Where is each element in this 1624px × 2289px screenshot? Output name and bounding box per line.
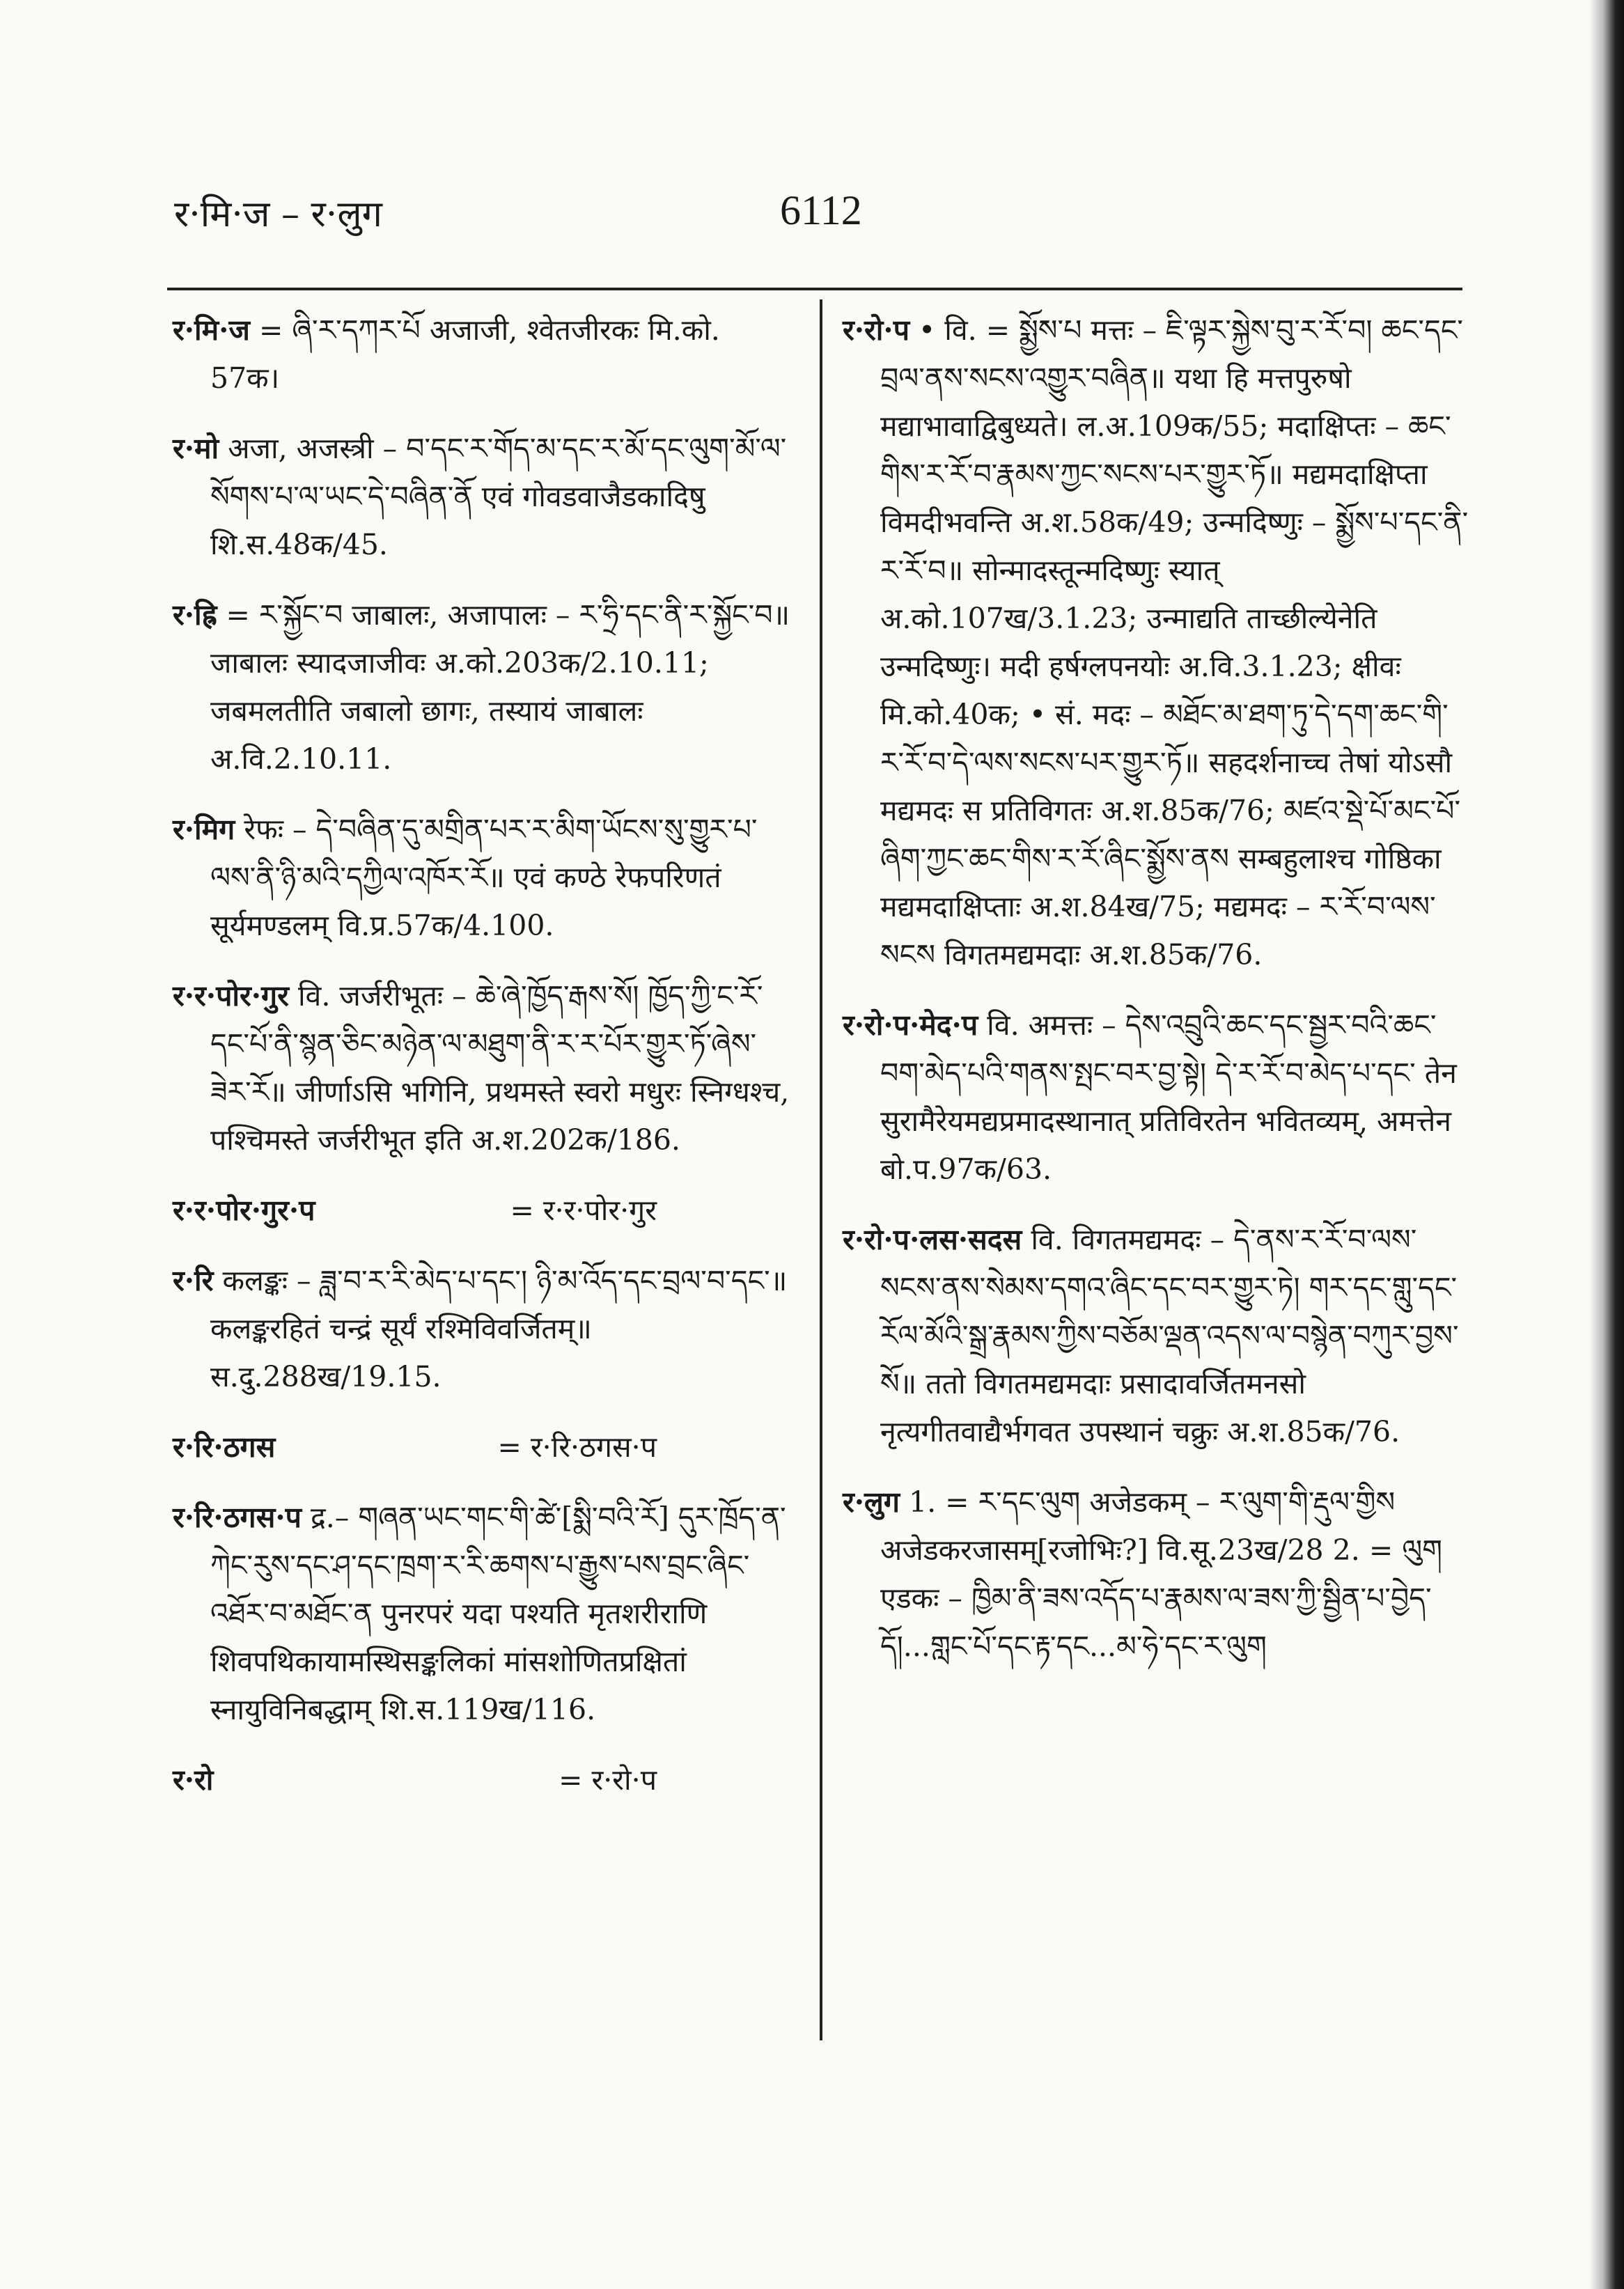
dictionary-entry	[173, 1494, 796, 1734]
headword: र·मि·ज	[173, 313, 250, 347]
headword: र·रि·ठगस	[173, 1430, 276, 1464]
headword: र·मो	[173, 432, 219, 465]
right-column	[843, 306, 1469, 1693]
headword: र·रो	[173, 1763, 214, 1797]
dictionary-entry	[173, 806, 796, 950]
headword: र·रि	[173, 1264, 214, 1297]
dictionary-entry	[173, 972, 796, 1164]
entry-text: रेफः – དེ་བཞིན་དུ་མགྲིན་པར་ར་མིག་ཡོངས་སུ་གྱུར་པ་ལས་ནི་ཉི་མའི་དཀྱིལ་འཁོར་རོ॥ एवं कण्ठे रेफपरिणतं सूर्यमण्डलम् वि.प्र.57क/4.100.	[210, 813, 758, 942]
entry-text: = र·रो·प	[559, 1763, 657, 1797]
cross-reference-entry	[173, 1423, 796, 1471]
headword: र·रो·प·लस·सदस	[843, 1223, 1022, 1256]
headword: र·रो·प·मेद·प	[843, 1008, 978, 1042]
cross-reference-entry	[173, 1187, 796, 1235]
column-divider	[820, 299, 822, 2040]
dictionary-entry	[843, 1478, 1469, 1671]
entry-text: = ཞི་ར་དཀར་པོ अजाजी, श्वेतजीरकः मि.को. 57क।	[210, 313, 720, 395]
entry-text: द्र.– གཞན་ཡང་གང་གི་ཚེ་[སྨི་བའི་རོ] དུར་ཁྲོད་ན་ཀེང་རུས་དང་ཤ་དང་ཁྲག་ར་རི་ཆགས་པ་རྒྱུས་པས་བྲང་ཞིང་འཐོར་བ་མཐོང་ན पुनरपरं यदा पश्यति मृतशरीराणि शिवपथिकायामस्थिसङ्कलिकां मांसशोणितप्रक्षितां स्नायुविनिबद्धाम् शि.स.119ख/116.	[210, 1501, 786, 1726]
dictionary-entry	[843, 1216, 1469, 1456]
entry-text: वि. अमत्तः – དེས་འབྲུའི་ཆང་དང་སྦྱར་བའི་ཆང་བག་མེད་པའི་གནས་སྤང་བར་བྱ་སྟེ། དེ་ར་རོ་བ་མེད་པ་དང་ तेन सुरामैरेयमद्यप्रमादस्थानात् प्रतिविरतेन भवितव्यम्, अमत्तेन बो.प.97क/63.	[880, 1008, 1457, 1186]
headword: र·र·पोर·गुर·प	[173, 1194, 315, 1227]
headword: र·रि·ठगस·प	[173, 1501, 302, 1534]
headword: र·रो·प	[843, 313, 909, 347]
page-number: 6112	[780, 187, 862, 233]
running-header: र·मि·ज – र·लुग	[174, 194, 382, 235]
entry-text: वि. विगतमद्यमदः – དེ་ནས་ར་རོ་བ་ལས་སངས་ནས་སེམས་དགའ་ཞིང་དང་བར་གྱུར་ཏེ། གར་དང་གླུ་དང་རོལ་མོའི་སྒྲ་རྣམས་ཀྱིས་བཅོམ་ལྡན་འདས་ལ་བསྙེན་བཀུར་བྱས་སོ॥ ततो विगतमद्यमदाः प्रसादावर्जितमनसो नृत्यगीतवाद्यैर्भगवत उपस्थानं चक्रुः अ.श.85क/76.	[880, 1223, 1459, 1448]
entry-text: = र·र·पोर·गुर	[510, 1194, 657, 1227]
headword: र·र·पोर·गुर	[173, 979, 289, 1013]
entry-text: = ར་སྐྱོང་བ जाबालः, अजापालः – ར་ཧྲི་དང་ནི་ར་སྐྱོང་བ॥ जाबालः स्यादजाजीवः अ.को.203क/2.10.11; जबमलतीति जबालो छागः, तस्यायं जाबालः अ.वि.2.10.11.	[210, 598, 790, 776]
dictionary-entry	[173, 591, 796, 783]
scan-edge-shadow	[1589, 0, 1624, 2289]
entry-text: अजा, अजस्त्री – བ་དང་ར་གོད་མ་དང་ར་མོ་དང་ལུག་མོ་ལ་སོགས་པ་ལ་ཡང་དེ་བཞིན་ནོ एवं गोवडवाजैडकादिषु शि.स.48क/45.	[210, 432, 787, 561]
headword: र·लुग	[843, 1485, 900, 1519]
dictionary-entry	[173, 425, 796, 569]
entry-text: 1. = ར་དང་ལུག अजेडकम् – ར་ལུག་གི་རྡུལ་གྱིས अजेडकरजासम्[रजोभिः?] वि.सू.23ख/28 2. = ལུག एडकः – ཁྱིམ་ནི་ཟས་འདོད་པ་རྣམས་ལ་ཟས་ཀྱི་སྦྱིན་པ་བྱེད་དོ།...གླང་པོ་དང་རྟ་དང...མ་ཧེ་དང་ར་ལུག	[880, 1485, 1443, 1663]
entry-text: = र·रि·ठगस·प	[497, 1430, 657, 1464]
entry-text: वि. जर्जरीभूतः – ཆེ་ཞེ་ཁྱོད་རྒས་སོ། ཁྱོད་ཀྱི་ང་རོ་དང་པོ་ནི་སྙན་ཅིང་མཉེན་ལ་མཐུག་ནི་ར་ར་པོར་གྱུར་ཏོ་ཞེས་ཟེར་རོ॥ जीर्णाऽसि भगिनि, प्रथमस्ते स्वरो मधुरः स्निग्धश्च, पश्चिमस्ते जर्जरीभूत इति अ.श.202क/186.	[210, 979, 790, 1157]
headword: र·मिग	[173, 813, 235, 846]
dictionary-entry	[843, 1001, 1469, 1194]
headword: र·ह्रि	[173, 598, 217, 632]
cross-reference-entry	[173, 1756, 796, 1804]
dictionary-entry	[843, 306, 1469, 979]
dictionary-entry	[173, 1257, 796, 1401]
dictionary-entry	[173, 306, 796, 403]
entry-text: • वि. = སྨྱོས་པ मत्तः – ཇི་ལྟར་སྐྱེས་བུ་ར་རོ་བ། ཆང་དང་བྲལ་ནས་སངས་འགྱུར་བཞིན॥ यथा हि मत्तपुरुषो मद्याभावाद्विबुध्यते। ल.अ.109क/55; मदाक्षिप्तः – ཆང་གིས་ར་རོ་བ་རྣམས་ཀྱང་སངས་པར་གྱུར་ཏོ॥ मद्यमदाक्षिप्ता विमदीभवन्ति अ.श.58क/49; उन्मदिष्णुः – སྨྱོས་པ་དང་ནི་ར་རོ་བ॥ सोन्मादस्तून्मदिष्णुः स्यात् अ.को.107ख/3.1.23; उन्माद्यति ताच्छील्येनेति उन्मदिष्णुः। मदी हर्षग्लपनयोः अ.वि.3.1.23; क्षीवः मि.को.40क; • सं. मदः – མཐོང་མ་ཐག་ཏུ་དེ་དག་ཆང་གི་ར་རོ་བ་དེ་ལས་སངས་པར་གྱུར་ཏོ॥ सहदर्शनाच्च तेषां योऽसौ मद्यमदः स प्रतिविगतः अ.श.85क/76; མཛའ་སྡེ་པོ་མང་པོ་ཞིག་ཀྱང་ཆང་གིས་ར་རོ་ཞིང་སྨྱོས་ནས सम्बहुलाश्च गोष्ठिका मद्यमदाक्षिप्ताः अ.श.84ख/75; मद्यमदः – ར་རོ་བ་ལས་སངས विगतमद्यमदाः अ.श.85क/76.	[880, 313, 1469, 971]
entry-text: कलङ्कः – ཟླ་བ་ར་རི་མེད་པ་དང་། ཉི་མ་འོད་དང་བྲལ་བ་དང་॥ कलङ्करहितं चन्द्रं सूर्यं रश्मिविवर्जितम्॥ स.दु.288ख/19.15.	[210, 1264, 788, 1393]
left-column	[173, 306, 796, 1827]
header-rule	[167, 288, 1462, 290]
